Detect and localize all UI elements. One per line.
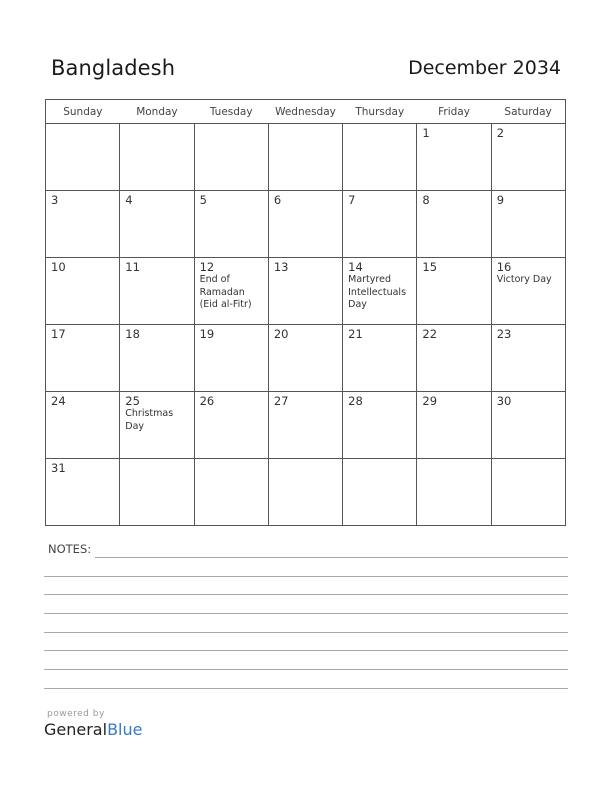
calendar-day-cell <box>417 392 491 459</box>
calendar-day-cell <box>46 325 120 392</box>
calendar-empty-cell <box>343 124 417 191</box>
day-number: 7 <box>348 193 356 207</box>
calendar-empty-cell <box>194 124 268 191</box>
calendar-day-cell <box>268 258 342 325</box>
day-number: 11 <box>125 260 140 274</box>
calendar-day-cell <box>46 392 120 459</box>
calendar-day-cell <box>120 191 194 258</box>
calendar-day-cell <box>268 325 342 392</box>
calendar-empty-cell <box>343 459 417 526</box>
calendar-day-cell <box>194 392 268 459</box>
day-number: 19 <box>199 327 215 341</box>
day-number: 24 <box>51 394 66 408</box>
weekday-header-monday: Monday <box>120 100 194 124</box>
day-number: 17 <box>51 327 66 341</box>
calendar-day-cell <box>120 392 194 459</box>
calendar-day-cell <box>491 392 565 459</box>
calendar-day-cell <box>491 258 565 325</box>
holiday-label: Martyred Intellectuals Day <box>348 274 407 310</box>
calendar-country-title: Bangladesh <box>51 56 176 80</box>
calendar-day-cell <box>46 258 120 325</box>
calendar-empty-cell <box>417 459 491 526</box>
calendar-day-cell <box>343 258 417 325</box>
calendar-day-cell <box>343 325 417 392</box>
day-number: 18 <box>125 327 140 341</box>
calendar-month-title: December 2034 <box>408 57 561 79</box>
day-number: 23 <box>496 327 512 341</box>
calendar-empty-cell <box>268 124 342 191</box>
day-number: 12 <box>199 260 215 274</box>
day-number: 15 <box>422 260 438 274</box>
calendar-empty-cell <box>120 124 194 191</box>
calendar-empty-cell <box>120 459 194 526</box>
day-number: 4 <box>125 193 133 207</box>
calendar-empty-cell <box>194 459 268 526</box>
calendar-week-row <box>46 325 566 392</box>
calendar-day-cell <box>120 258 194 325</box>
weekday-header-thursday: Thursday <box>343 100 417 124</box>
calendar-day-cell <box>417 325 491 392</box>
calendar-day-cell <box>120 325 194 392</box>
calendar-day-cell <box>491 124 565 191</box>
calendar-day-cell <box>268 191 342 258</box>
day-number: 14 <box>348 260 363 274</box>
calendar-day-cell <box>417 191 491 258</box>
generalblue-brand <box>44 709 142 740</box>
calendar-body <box>46 124 566 526</box>
calendar-day-cell <box>417 258 491 325</box>
calendar-day-cell <box>491 191 565 258</box>
holiday-label: End of Ramadan (Eid al-Fitr) <box>199 274 252 310</box>
calendar-grid <box>45 99 566 526</box>
day-number: 31 <box>51 461 66 475</box>
weekday-header-row <box>46 100 566 124</box>
weekday-header-sunday: Sunday <box>46 100 120 124</box>
day-number: 8 <box>422 193 430 207</box>
day-number: 9 <box>496 193 505 207</box>
day-number: 28 <box>348 394 363 408</box>
note-line <box>44 613 568 614</box>
note-line <box>44 594 568 595</box>
calendar-week-row <box>46 392 566 459</box>
calendar-day-cell <box>417 124 491 191</box>
logo-blue-text: Blue <box>107 720 143 739</box>
calendar-day-cell <box>343 392 417 459</box>
note-line <box>95 557 568 558</box>
day-number: 3 <box>51 193 59 207</box>
weekday-header-tuesday: Tuesday <box>194 100 268 124</box>
day-number: 13 <box>273 260 289 274</box>
day-number: 20 <box>273 327 289 341</box>
calendar-day-cell <box>194 191 268 258</box>
calendar-day-cell <box>194 325 268 392</box>
day-number: 2 <box>496 126 505 140</box>
calendar-day-cell <box>343 191 417 258</box>
calendar-day-cell <box>268 392 342 459</box>
note-line <box>44 688 568 689</box>
day-number: 27 <box>273 394 289 408</box>
holiday-label: Victory Day <box>496 274 552 285</box>
calendar-empty-cell <box>491 459 565 526</box>
calendar-day-cell <box>46 191 120 258</box>
weekday-header-wednesday: Wednesday <box>268 100 342 124</box>
day-number: 25 <box>125 394 140 408</box>
note-line <box>44 650 568 651</box>
day-number: 10 <box>51 260 66 274</box>
day-number: 6 <box>273 193 282 207</box>
calendar-week-row <box>46 459 566 526</box>
generalblue-logo <box>44 720 142 740</box>
day-number: 30 <box>496 394 512 408</box>
day-number: 21 <box>348 327 363 341</box>
holiday-label: Christmas Day <box>125 408 174 432</box>
calendar-empty-cell <box>46 124 120 191</box>
powered-by-label: powered by <box>47 709 105 719</box>
calendar-day-cell <box>194 258 268 325</box>
calendar-week-row <box>46 258 566 325</box>
day-number: 16 <box>496 260 512 274</box>
logo-general-text: General <box>44 720 108 739</box>
note-line <box>44 669 568 670</box>
notes-label: NOTES: <box>48 542 92 556</box>
calendar-empty-cell <box>268 459 342 526</box>
day-number: 29 <box>422 394 438 408</box>
calendar-day-cell <box>46 459 120 526</box>
day-number: 26 <box>199 394 215 408</box>
calendar-week-row <box>46 124 566 191</box>
day-number: 22 <box>422 327 438 341</box>
note-line <box>44 632 568 633</box>
day-number: 5 <box>199 193 207 207</box>
calendar-day-cell <box>491 325 565 392</box>
day-number: 1 <box>422 126 430 140</box>
note-line <box>44 576 568 577</box>
weekday-header-saturday: Saturday <box>491 100 565 124</box>
weekday-header-friday: Friday <box>417 100 491 124</box>
calendar-week-row <box>46 191 566 258</box>
